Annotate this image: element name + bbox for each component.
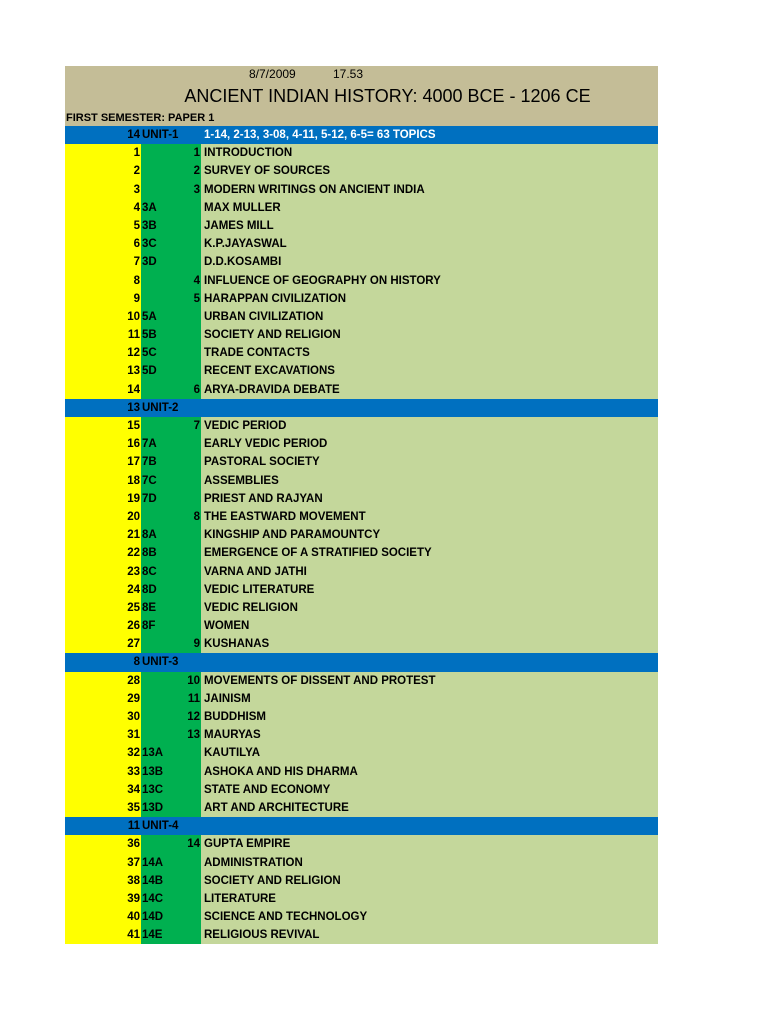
table-row [65, 472, 658, 490]
topic-cell[interactable]: INFLUENCE OF GEOGRAPHY ON HISTORY [201, 272, 658, 290]
topic-cell[interactable]: VEDIC RELIGION [201, 599, 658, 617]
row-code-cell[interactable] [141, 472, 201, 490]
table-row [65, 908, 658, 926]
row-code: 14E [142, 929, 163, 942]
row-count-cell[interactable]: 5 [65, 217, 141, 235]
table-row [65, 162, 658, 180]
topic-cell[interactable]: PASTORAL SOCIETY [201, 453, 658, 471]
table-row [65, 490, 658, 508]
row-count-cell[interactable]: 2 [65, 162, 141, 180]
row-count-cell[interactable]: 33 [65, 763, 141, 781]
row-count-cell[interactable]: 21 [65, 526, 141, 544]
topic-number: 3 [193, 183, 200, 196]
table-row [65, 435, 658, 453]
row-count-cell[interactable]: 29 [65, 690, 141, 708]
topic-number: 2 [193, 165, 200, 178]
row-code-cell[interactable] [141, 272, 201, 290]
row-count-cell[interactable]: 15 [65, 417, 141, 435]
row-code: UNIT-3 [142, 656, 179, 669]
table-row [65, 872, 658, 890]
row-code-cell[interactable] [141, 417, 201, 435]
row-code-cell[interactable] [141, 617, 201, 635]
row-code: 14B [142, 874, 164, 887]
row-count-cell[interactable]: 37 [65, 854, 141, 872]
row-code-cell[interactable] [141, 817, 201, 835]
topic-cell[interactable]: PRIEST AND RAJYAN [201, 490, 658, 508]
row-code: 7C [142, 474, 157, 487]
row-code-cell[interactable] [141, 126, 201, 144]
table-row [65, 926, 658, 944]
row-count-cell[interactable]: 12 [65, 344, 141, 362]
row-code-cell[interactable] [141, 144, 201, 162]
topic-cell[interactable]: KAUTILYA [201, 744, 658, 762]
row-code-cell[interactable] [141, 326, 201, 344]
row-code-cell[interactable] [141, 854, 201, 872]
row-code-cell[interactable] [141, 690, 201, 708]
row-code: 8F [142, 620, 156, 633]
table-row [65, 217, 658, 235]
semester-label: FIRST SEMESTER: PAPER 1 [66, 112, 215, 124]
topic-cell[interactable]: ASSEMBLIES [201, 472, 658, 490]
row-code: 14C [142, 892, 164, 905]
row-count-cell[interactable]: 3 [65, 181, 141, 199]
sheet-header [65, 66, 658, 126]
table-row [65, 799, 658, 817]
row-code-cell[interactable] [141, 763, 201, 781]
row-code-cell[interactable] [141, 490, 201, 508]
row-code: 8C [142, 565, 157, 578]
topic-cell[interactable]: K.P.JAYASWAL [201, 235, 658, 253]
table-row [65, 599, 658, 617]
row-code-cell[interactable] [141, 362, 201, 380]
table-row [65, 290, 658, 308]
row-code-cell[interactable] [141, 908, 201, 926]
row-code: 8D [142, 583, 157, 596]
row-count-cell[interactable]: 10 [65, 308, 141, 326]
row-count-cell[interactable]: 30 [65, 708, 141, 726]
topic-cell[interactable]: EMERGENCE OF A STRATIFIED SOCIETY [201, 544, 658, 562]
topic-cell[interactable]: RECENT EXCAVATIONS [201, 362, 658, 380]
row-code-cell[interactable] [141, 672, 201, 690]
row-code: 8E [142, 601, 157, 614]
row-count-cell[interactable]: 35 [65, 799, 141, 817]
unit-header-row [65, 399, 658, 417]
row-code-cell[interactable] [141, 890, 201, 908]
topic-cell[interactable]: RELIGIOUS REVIVAL [201, 926, 658, 944]
row-code: 5D [142, 365, 157, 378]
table-row [65, 890, 658, 908]
row-code-cell[interactable] [141, 799, 201, 817]
row-code-cell[interactable] [141, 453, 201, 471]
table-row [65, 344, 658, 362]
unit-summary-cell[interactable]: 1-14, 2-13, 3-08, 4-11, 5-12, 6-5= 63 TOPICS [201, 126, 658, 144]
row-code: 3C [142, 238, 157, 251]
topic-number: 9 [193, 638, 200, 651]
table-row [65, 690, 658, 708]
row-count-cell[interactable]: 32 [65, 744, 141, 762]
table-row [65, 308, 658, 326]
unit-header-row [65, 126, 658, 144]
table-row [65, 253, 658, 271]
row-code: 14A [142, 856, 164, 869]
row-count-cell[interactable]: 27 [65, 635, 141, 653]
row-code: 8A [142, 529, 157, 542]
row-count-cell[interactable]: 19 [65, 490, 141, 508]
topic-cell[interactable]: ADMINISTRATION [201, 854, 658, 872]
table-row [65, 144, 658, 162]
topic-table [65, 126, 658, 944]
row-count-cell[interactable]: 24 [65, 581, 141, 599]
row-code: 13C [142, 783, 164, 796]
topic-cell[interactable]: MAX MULLER [201, 199, 658, 217]
topic-number: 5 [193, 292, 200, 305]
topic-cell[interactable]: BUDDHISM [201, 708, 658, 726]
row-code: 3B [142, 219, 157, 232]
row-code: 14D [142, 911, 164, 924]
row-code: 3D [142, 256, 157, 269]
topic-number: 12 [187, 711, 200, 723]
unit-summary-cell[interactable] [201, 399, 658, 417]
table-row [65, 617, 658, 635]
topic-number: 13 [187, 729, 200, 742]
topic-number: 7 [193, 420, 200, 432]
topic-cell[interactable]: MAURYAS [201, 726, 658, 744]
topic-number: 1 [193, 147, 200, 160]
row-code-cell[interactable] [141, 308, 201, 326]
row-count-cell[interactable]: 9 [65, 290, 141, 308]
row-count-cell[interactable]: 28 [65, 672, 141, 690]
row-count-cell[interactable]: 14 [65, 126, 141, 144]
row-code-cell[interactable] [141, 926, 201, 944]
row-count-cell[interactable]: 20 [65, 508, 141, 526]
table-row [65, 272, 658, 290]
row-code: 3A [142, 201, 157, 214]
row-code: 5C [142, 347, 157, 360]
row-count-cell[interactable]: 38 [65, 872, 141, 890]
topic-cell[interactable]: THE EASTWARD MOVEMENT [201, 508, 658, 526]
topic-cell[interactable]: ARYA-DRAVIDA DEBATE [201, 381, 658, 399]
row-count-cell[interactable]: 41 [65, 926, 141, 944]
page-title: ANCIENT INDIAN HISTORY: 4000 BCE - 1206 CE [184, 86, 591, 106]
row-code-cell[interactable] [141, 581, 201, 599]
table-row [65, 781, 658, 799]
row-count-cell[interactable]: 16 [65, 435, 141, 453]
row-code: UNIT-2 [142, 401, 179, 414]
topic-cell[interactable]: ASHOKA AND HIS DHARMA [201, 763, 658, 781]
table-row [65, 635, 658, 653]
row-count-cell[interactable]: 34 [65, 781, 141, 799]
topic-cell[interactable]: TRADE CONTACTS [201, 344, 658, 362]
row-code-cell[interactable] [141, 744, 201, 762]
row-code-cell[interactable] [141, 781, 201, 799]
topic-cell[interactable]: SOCIETY AND RELIGION [201, 326, 658, 344]
row-count-cell[interactable]: 18 [65, 472, 141, 490]
row-code: UNIT-1 [142, 129, 179, 141]
topic-number: 14 [187, 838, 200, 851]
spreadsheet [65, 66, 658, 944]
table-row [65, 508, 658, 526]
topic-cell[interactable]: VEDIC LITERATURE [201, 581, 658, 599]
unit-summary-cell[interactable] [201, 817, 658, 835]
row-code-cell[interactable] [141, 162, 201, 180]
topic-cell[interactable]: KINGSHIP AND PARAMOUNTCY [201, 526, 658, 544]
row-count-cell[interactable]: 23 [65, 563, 141, 581]
row-count-cell[interactable]: 22 [65, 544, 141, 562]
row-count-cell[interactable]: 25 [65, 599, 141, 617]
topic-cell[interactable]: INTRODUCTION [201, 144, 658, 162]
table-row [65, 744, 658, 762]
row-count-cell[interactable]: 40 [65, 908, 141, 926]
row-count-cell[interactable]: 8 [65, 272, 141, 290]
topic-cell[interactable]: ART AND ARCHITECTURE [201, 799, 658, 817]
table-row [65, 563, 658, 581]
table-row [65, 726, 658, 744]
row-code-cell[interactable] [141, 181, 201, 199]
table-row [65, 381, 658, 399]
table-row [65, 854, 658, 872]
topic-cell[interactable]: GUPTA EMPIRE [201, 835, 658, 853]
topic-cell[interactable]: LITERATURE [201, 890, 658, 908]
row-code-cell[interactable] [141, 199, 201, 217]
row-count-cell[interactable]: 14 [65, 381, 141, 399]
row-code-cell[interactable] [141, 526, 201, 544]
row-count-cell[interactable]: 17 [65, 453, 141, 471]
row-code-cell[interactable] [141, 835, 201, 853]
table-row [65, 544, 658, 562]
table-row [65, 235, 658, 253]
row-code: 7B [142, 456, 157, 469]
topic-cell[interactable]: MOVEMENTS OF DISSENT AND PROTEST [201, 672, 658, 690]
row-code-cell[interactable] [141, 290, 201, 308]
row-code: 7D [142, 492, 157, 505]
unit-header-row [65, 653, 658, 671]
row-count-cell[interactable]: 6 [65, 235, 141, 253]
header-timestamp-row [65, 66, 658, 82]
topic-cell[interactable]: WOMEN [201, 617, 658, 635]
topic-cell[interactable]: VEDIC PERIOD [201, 417, 658, 435]
topic-cell[interactable]: SCIENCE AND TECHNOLOGY [201, 908, 658, 926]
topic-cell[interactable]: JAMES MILL [201, 217, 658, 235]
table-row [65, 526, 658, 544]
header-time: 17.53 [333, 67, 364, 81]
row-code-cell[interactable] [141, 599, 201, 617]
unit-header-row [65, 817, 658, 835]
unit-summary-cell[interactable] [201, 653, 658, 671]
topic-cell[interactable]: EARLY VEDIC PERIOD [201, 435, 658, 453]
table-row [65, 199, 658, 217]
topic-cell[interactable]: D.D.KOSAMBI [201, 253, 658, 271]
row-code-cell[interactable] [141, 435, 201, 453]
table-row [65, 417, 658, 435]
table-row [65, 362, 658, 380]
row-code-cell[interactable] [141, 217, 201, 235]
table-row [65, 672, 658, 690]
row-code-cell[interactable] [141, 872, 201, 890]
row-count-cell[interactable]: 13 [65, 362, 141, 380]
table-row [65, 181, 658, 199]
row-code: 5B [142, 329, 157, 342]
row-code-cell[interactable] [141, 635, 201, 653]
row-code: 13A [142, 747, 164, 760]
row-code-cell[interactable] [141, 381, 201, 399]
table-row [65, 453, 658, 471]
topic-cell[interactable]: STATE AND ECONOMY [201, 781, 658, 799]
table-row [65, 708, 658, 726]
row-code: 8B [142, 547, 157, 560]
topic-number: 4 [193, 274, 200, 287]
topic-cell[interactable]: SOCIETY AND RELIGION [201, 872, 658, 890]
topic-cell[interactable]: VARNA AND JATHI [201, 563, 658, 581]
topic-cell[interactable]: SURVEY OF SOURCES [201, 162, 658, 180]
table-row [65, 763, 658, 781]
row-count-cell[interactable]: 31 [65, 726, 141, 744]
topic-cell[interactable]: KUSHANAS [201, 635, 658, 653]
row-code-cell[interactable] [141, 344, 201, 362]
header-date: 8/7/2009 [249, 67, 296, 81]
row-count-cell[interactable]: 26 [65, 617, 141, 635]
topic-number: 6 [193, 383, 200, 396]
row-code-cell[interactable] [141, 653, 201, 671]
row-count-cell[interactable]: 36 [65, 835, 141, 853]
row-code: 7A [142, 438, 157, 451]
topic-cell[interactable]: MODERN WRITINGS ON ANCIENT INDIA [201, 181, 658, 199]
row-count-cell[interactable]: 11 [65, 817, 141, 835]
row-code-cell[interactable] [141, 544, 201, 562]
row-count-cell[interactable]: 1 [65, 144, 141, 162]
row-code-cell[interactable] [141, 235, 201, 253]
table-row [65, 326, 658, 344]
topic-number: 10 [187, 674, 200, 687]
row-count-cell[interactable]: 4 [65, 199, 141, 217]
table-row [65, 835, 658, 853]
row-code-cell[interactable] [141, 726, 201, 744]
topic-cell[interactable]: HARAPPAN CIVILIZATION [201, 290, 658, 308]
row-count-cell[interactable]: 8 [65, 653, 141, 671]
topic-number: 11 [187, 692, 200, 705]
table-row [65, 581, 658, 599]
row-code-cell[interactable] [141, 708, 201, 726]
row-code: UNIT-4 [142, 820, 179, 833]
topic-cell[interactable]: URBAN CIVILIZATION [201, 308, 658, 326]
row-code: 5A [142, 310, 157, 323]
row-count-cell[interactable]: 13 [65, 399, 141, 417]
row-code: 13D [142, 801, 164, 814]
row-code: 13B [142, 765, 164, 778]
topic-cell[interactable]: JAINISM [201, 690, 658, 708]
row-code-cell[interactable] [141, 508, 201, 526]
row-count-cell[interactable]: 7 [65, 253, 141, 271]
topic-number: 8 [193, 510, 200, 523]
row-code-cell[interactable] [141, 563, 201, 581]
row-code-cell[interactable] [141, 399, 201, 417]
row-count-cell[interactable]: 11 [65, 326, 141, 344]
row-count-cell[interactable]: 39 [65, 890, 141, 908]
row-code-cell[interactable] [141, 253, 201, 271]
